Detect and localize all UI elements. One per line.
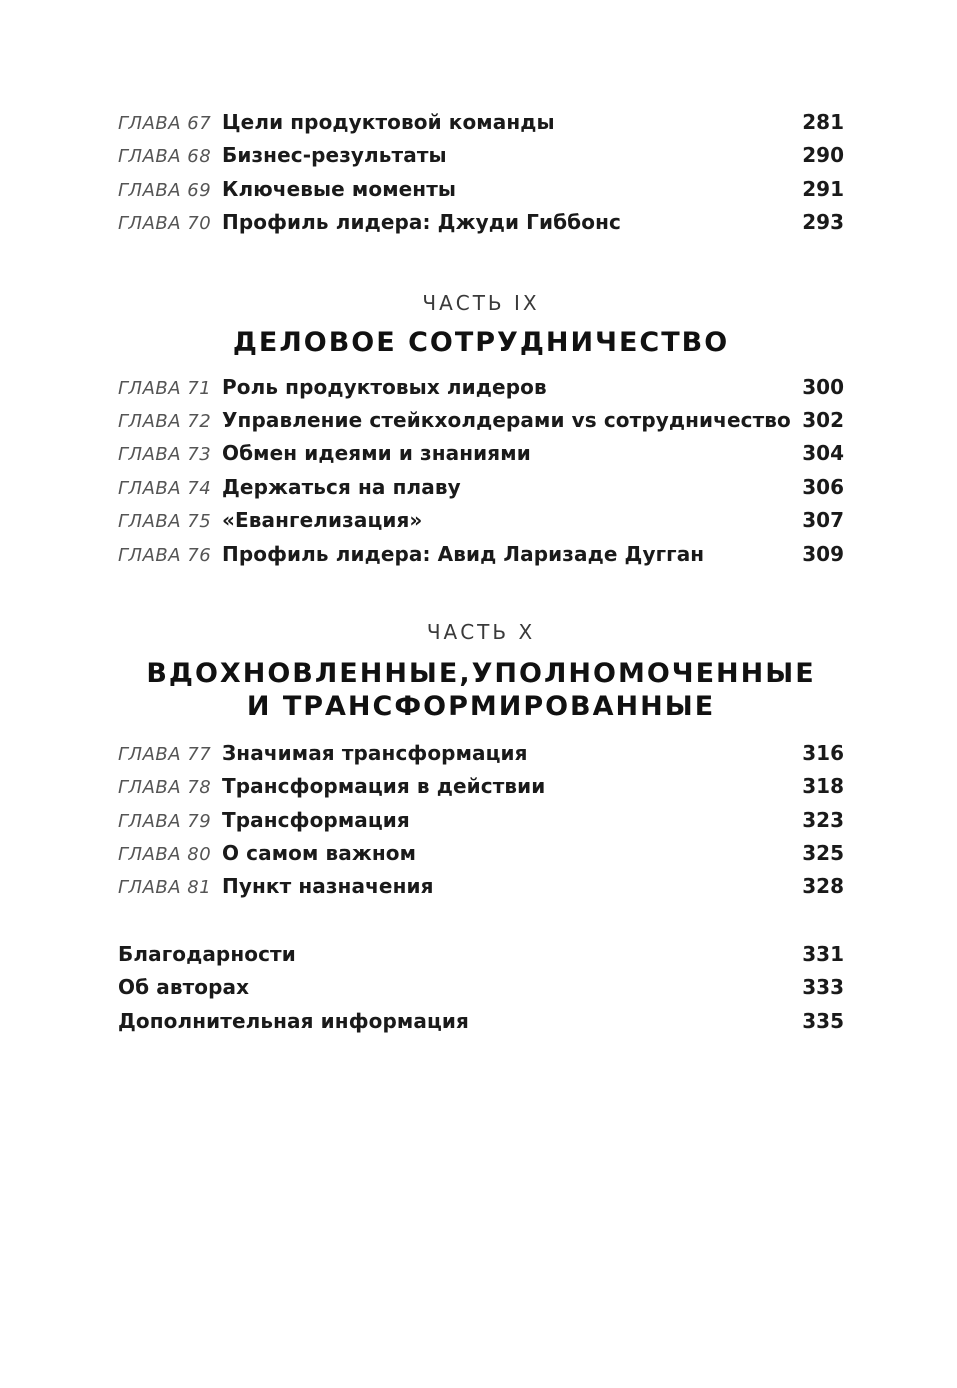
toc-row-chapter-77[interactable] [118, 737, 844, 770]
chapter-label: ГЛАВА 80 [118, 844, 212, 866]
toc-row-chapter-69[interactable] [118, 173, 844, 206]
chapter-title: Профиль лидера: Джуди Гиббонс [222, 210, 621, 235]
part-9-heading [118, 288, 844, 359]
chapter-title: Пункт назначения [222, 874, 434, 899]
page-number: 309 [802, 541, 844, 566]
toc-row-chapter-80[interactable] [118, 837, 844, 870]
chapter-label: ГЛАВА 78 [118, 777, 212, 799]
page-number: 306 [802, 474, 844, 499]
chapter-title: Профиль лидера: Авид Ларизаде Дугган [222, 541, 705, 566]
chapter-title: «Евангелизация» [222, 508, 423, 533]
page-number: 302 [802, 407, 844, 432]
chapter-title: Обмен идеями и знаниями [222, 441, 531, 466]
chapter-label: ГЛАВА 71 [118, 377, 212, 399]
chapter-label: ГЛАВА 79 [118, 810, 212, 832]
toc-row-chapter-72[interactable] [118, 404, 844, 437]
section-title: Благодарности [118, 941, 296, 966]
chapter-title: Управление стейкхолдерами vs сотрудничество [222, 407, 791, 432]
part-label: ЧАСТЬ IX [422, 290, 540, 315]
table-of-contents [118, 106, 844, 1038]
toc-group-extras [118, 938, 844, 1038]
toc-row-chapter-68[interactable] [118, 139, 844, 172]
chapter-title: Бизнес-результаты [222, 143, 447, 168]
toc-row-additional-info[interactable] [118, 1005, 844, 1038]
chapter-title: Держаться на плаву [222, 474, 461, 499]
chapter-label: ГЛАВА 67 [118, 113, 212, 134]
toc-group-part9 [118, 371, 844, 571]
chapter-label: ГЛАВА 72 [118, 410, 212, 432]
page-number: 300 [802, 374, 844, 399]
part-title: ДЕЛОВОЕ СОТРУДНИЧЕСТВО [232, 326, 730, 358]
page-number: 304 [802, 441, 844, 466]
toc-row-chapter-73[interactable] [118, 437, 844, 470]
chapter-label: ГЛАВА 68 [118, 146, 212, 168]
part-title-line-1: ВДОХНОВЛЕННЫЕ,УПОЛНОМОЧЕННЫЕ [146, 657, 816, 689]
chapter-title: Роль продуктовых лидеров [222, 374, 547, 399]
toc-row-chapter-79[interactable] [118, 804, 844, 837]
toc-row-chapter-76[interactable] [118, 538, 844, 571]
page-number: 335 [802, 1008, 844, 1033]
toc-row-chapter-70[interactable] [118, 206, 844, 239]
page-number: 331 [802, 941, 844, 966]
toc-row-chapter-67[interactable] [118, 106, 844, 139]
page-number: 323 [802, 807, 844, 832]
toc-row-chapter-81[interactable] [118, 870, 844, 903]
toc-row-about-authors[interactable] [118, 971, 844, 1004]
part-title [118, 657, 844, 723]
page-number: 281 [802, 110, 844, 134]
chapter-label: ГЛАВА 70 [118, 213, 212, 235]
page-number: 318 [802, 774, 844, 799]
toc-row-chapter-78[interactable] [118, 770, 844, 803]
part-10-heading [118, 617, 844, 723]
page-number: 290 [802, 143, 844, 168]
chapter-title: Значимая трансформация [222, 740, 528, 765]
toc-group-part8-end [118, 106, 844, 240]
part-label: ЧАСТЬ X [426, 619, 536, 644]
page-number: 293 [802, 210, 844, 235]
chapter-title: Трансформация [222, 807, 410, 832]
page-number: 325 [802, 841, 844, 866]
page-number: 307 [802, 508, 844, 533]
chapter-label: ГЛАВА 74 [118, 477, 212, 499]
page-number: 291 [802, 176, 844, 201]
chapter-label: ГЛАВА 77 [118, 743, 212, 765]
toc-row-chapter-75[interactable] [118, 504, 844, 537]
chapter-label: ГЛАВА 73 [118, 444, 212, 466]
toc-row-chapter-71[interactable] [118, 371, 844, 404]
chapter-label: ГЛАВА 76 [118, 544, 212, 566]
chapter-title: Цели продуктовой команды [222, 110, 555, 134]
section-title: Об авторах [118, 975, 250, 1000]
part-title-line-2: И ТРАНСФОРМИРОВАННЫЕ [246, 690, 716, 722]
chapter-title: О самом важном [222, 841, 417, 866]
section-title: Дополнительная информация [118, 1008, 469, 1033]
chapter-label: ГЛАВА 69 [118, 179, 212, 201]
page-number: 316 [802, 740, 844, 765]
toc-row-chapter-74[interactable] [118, 471, 844, 504]
toc-row-acknowledgements[interactable] [118, 938, 844, 971]
chapter-title: Трансформация в действии [222, 774, 546, 799]
page-number: 328 [802, 874, 844, 899]
page-number: 333 [802, 975, 844, 1000]
chapter-label: ГЛАВА 75 [118, 511, 212, 533]
chapter-title: Ключевые моменты [222, 176, 457, 201]
chapter-label: ГЛАВА 81 [118, 877, 212, 899]
toc-group-part10 [118, 737, 844, 904]
